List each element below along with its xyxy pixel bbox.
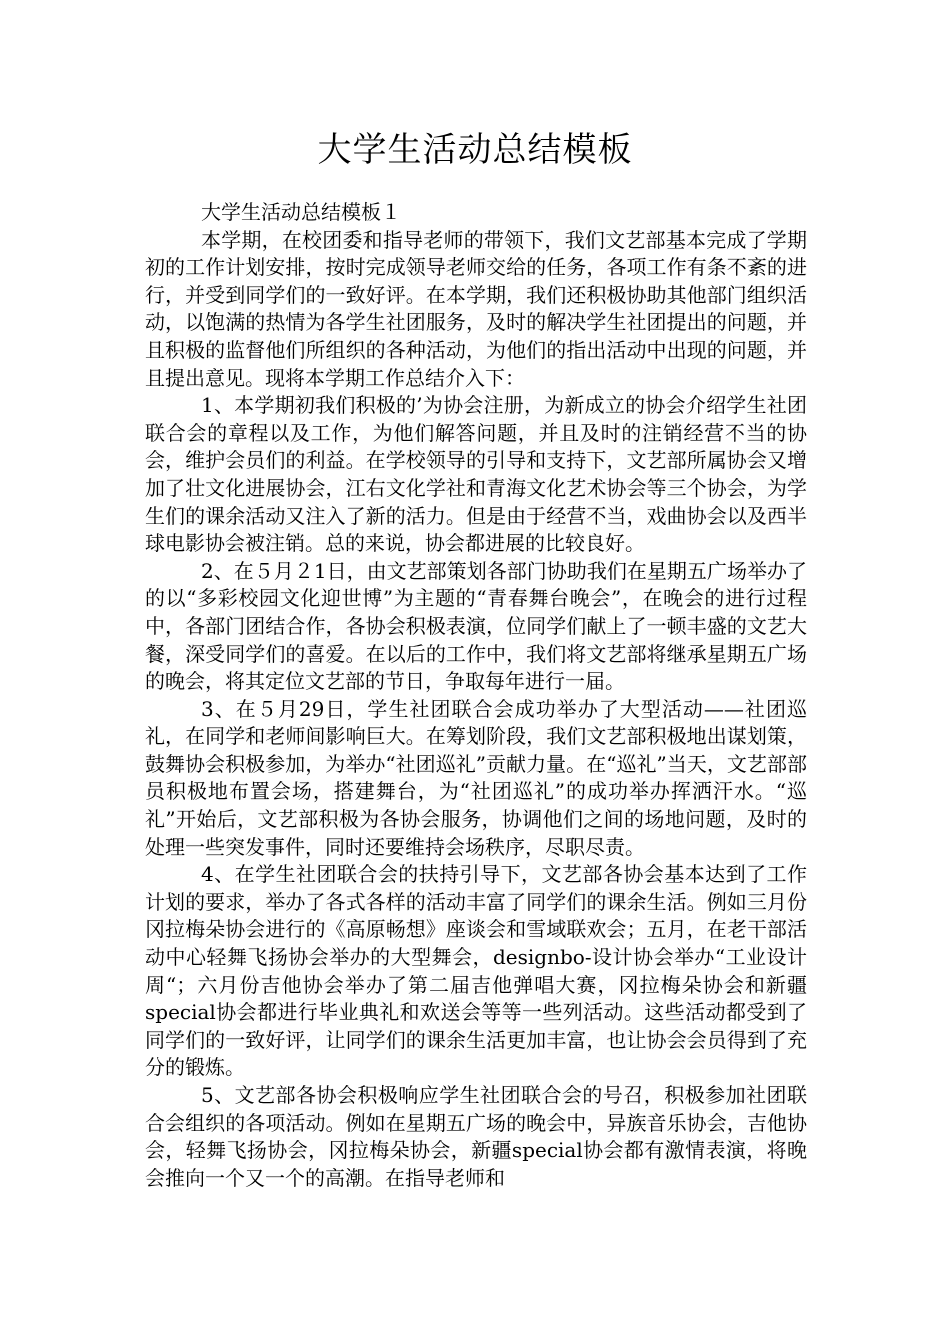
paragraph-item-4: 4、在学生社团联合会的扶持引导下，文艺部各协会基本达到了工作计划的要求，举办了各式各样的活动丰富了同学们的课余生活。例如三月份冈拉梅朵协会进行的《高原畅想》座谈会和雪域联欢会；五月，在老干部活动中心轻舞飞扬协会举办的大型舞会，designbo-设计协会举办“工业设计周“；六月份吉他协会举办了第二届吉他弹唱大赛，冈拉梅朵协会和新疆special协会都进行毕业典礼和欢送会等等一些列活动。这些活动都受到了同学们的一致好评，让同学们的课余生活更加丰富，也让协会会员得到了充分的锻炼。 xyxy=(145,862,807,1080)
paragraph-intro: 本学期，在校团委和指导老师的带领下，我们文艺部基本完成了学期初的工作计划安排，按时完成领导老师交给的任务，各项工作有条不紊的进行，并受到同学们的一致好评。在本学期，我们还积极协助其他部门组织活动，以饱满的热情为各学生社团服务，及时的解决学生社团提出的问题，并且积极的监督他们所组织的各种活动，为他们的指出活动中出现的问题，并且提出意见。现将本学期工作总结介入下： xyxy=(145,227,807,390)
document-title: 大学生活动总结模板 xyxy=(317,130,633,170)
paragraph-item-3: 3、在５月29日，学生社团联合会成功举办了大型活动——社团巡礼，在同学和老师间影响巨大。在筹划阶段，我们文艺部积极地出谋划策，鼓舞协会积极参加，为举办“社团巡礼”贡献力量。在“巡礼”当天，文艺部部员积极地布置会场，搭建舞台，为“社团巡礼”的成功举办挥洒汗水。“巡礼”开始后，文艺部积极为各协会服务，协调他们之间的场地问题，及时的处理一些突发事件，同时还要维持会场秩序，尽职尽责。 xyxy=(145,696,807,859)
paragraph-item-5: 5、文艺部各协会积极响应学生社团联合会的号召，积极参加社团联合会组织的各项活动。例如在星期五广场的晚会中，异族音乐协会，吉他协会，轻舞飞扬协会，冈拉梅朵协会，新疆special协会都有激情表演，将晚会推向一个又一个的高潮。在指导老师和 xyxy=(145,1083,807,1190)
document-body xyxy=(145,199,807,1192)
document-subtitle: 大学生活动总结模板１ xyxy=(201,200,401,224)
paragraph-item-2: 2、在５月２1日，由文艺部策划各部门协助我们在星期五广场举办了的以“多彩校园文化迎世博”为主题的“青春舞台晚会”，在晚会的进行过程中，各部门团结合作，各协会积极表演，位同学们献上了一顿丰盛的文艺大餐，深受同学们的喜爱。在以后的工作中，我们将文艺部将继承星期五广场的晚会，将其定位文艺部的节日，争取每年进行一届。 xyxy=(145,558,807,694)
paragraph-item-1: 1、本学期初我们积极的’为协会注册，为新成立的协会介绍学生社团联合会的章程以及工作，为他们解答问题，并且及时的注销经营不当的协会，维护会员们的利益。在学校领导的引导和支持下，文艺部所属协会又增加了壮文化进展协会，江右文化学社和青海文化艺术协会等三个协会，为学生们的课余活动又注入了新的活力。但是由于经营不当，戏曲协会以及西半球电影协会被注销。总的来说，协会都进展的比较良好。 xyxy=(145,393,807,556)
